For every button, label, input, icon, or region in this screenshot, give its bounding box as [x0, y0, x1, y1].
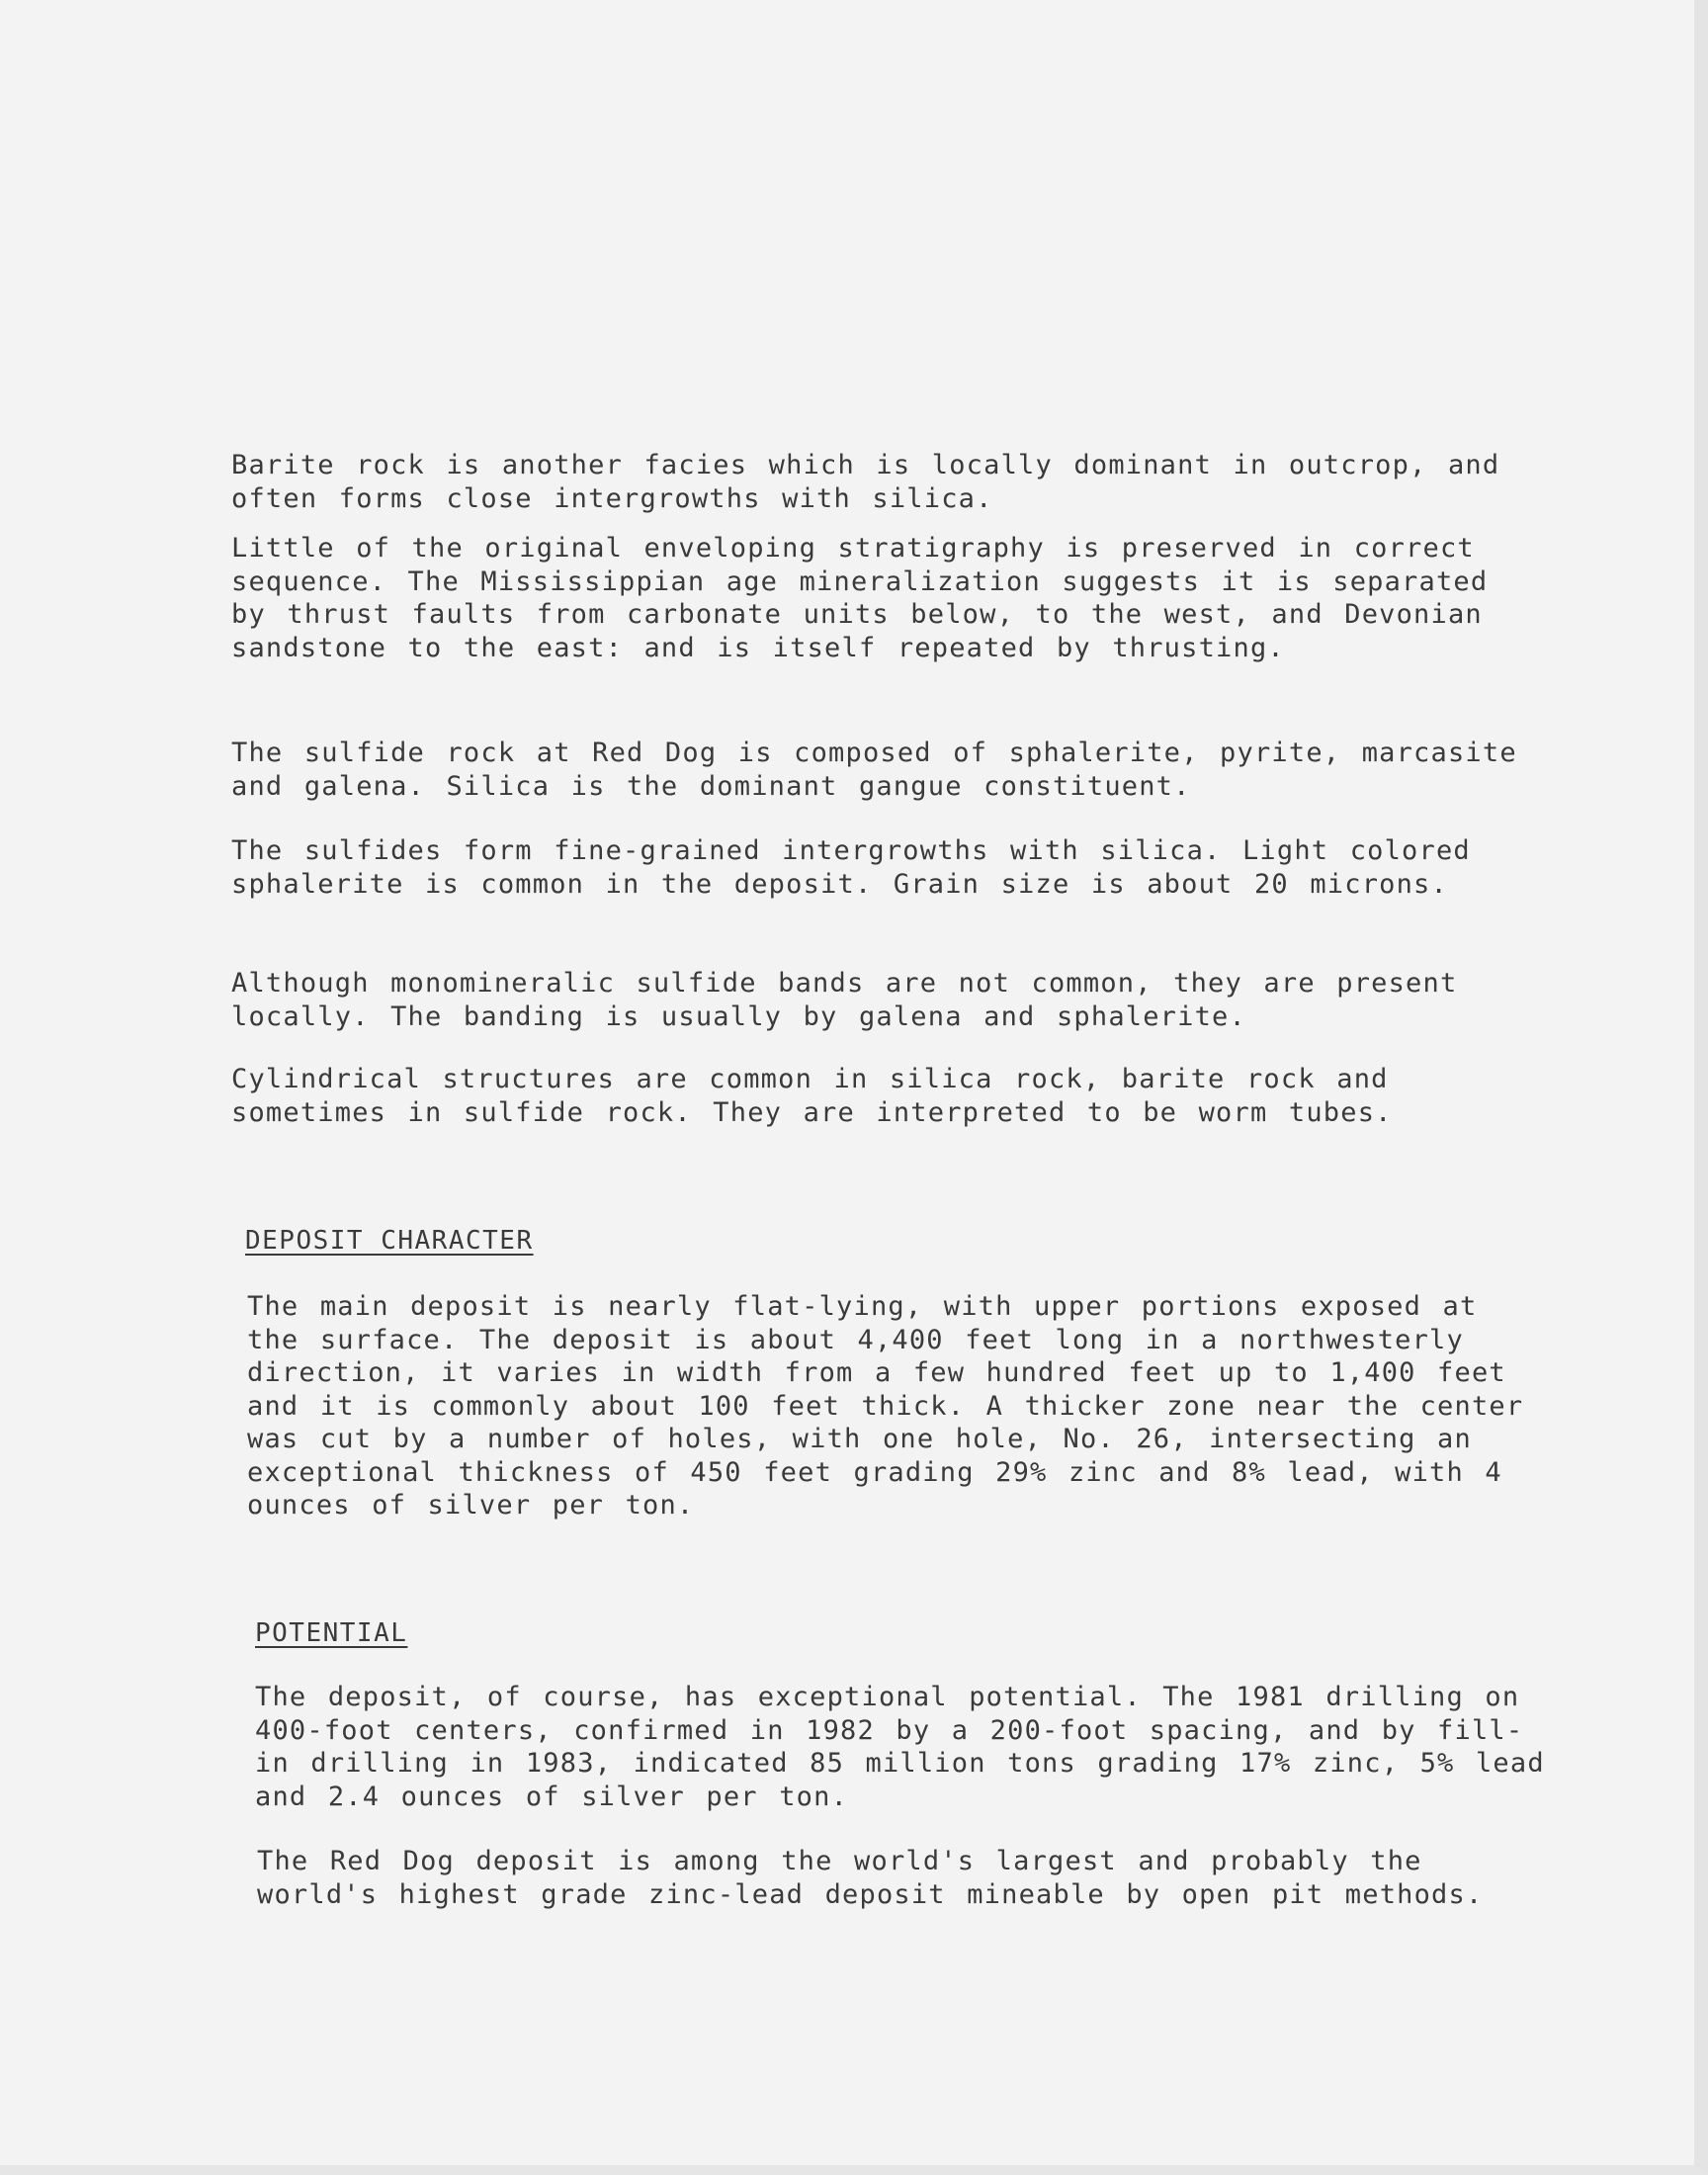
paragraph-banding: [231, 967, 1526, 1033]
paragraph-text: Little of the original enveloping stratigraphy is preserved in correct sequence. The Mississippian age mineralization suggests it is separated by thrust faults from carbonate units below, to the west, and Devonian sandstone to the east: and is itself repeated by thrusting.: [231, 533, 1489, 663]
section-heading-deposit-character: DEPOSIT CHARACTER: [245, 1226, 534, 1256]
paragraph-text: The deposit, of course, has exceptional potential. The 1981 drilling on 400-foot centers, confirmed in 1982 by a 200-foot spacing, and by fill-in drilling in 1983, indicated 85 million tons grading 17% zinc, 5% lead and 2.4 ounces of silver per ton.: [255, 1682, 1545, 1812]
paragraph-text: Cylindrical structures are common in silica rock, barite rock and sometimes in sulfide rock. They are interpreted to be worm tubes.: [231, 1064, 1393, 1128]
section-heading-potential: POTENTIAL: [255, 1618, 408, 1648]
paragraph-text: The sulfide rock at Red Dog is composed of sphalerite, pyrite, marcasite and galena. Silica is the dominant gangue constituent.: [231, 738, 1517, 802]
paragraph-sulfide-rock: [231, 737, 1526, 803]
paragraph-potential: [255, 1681, 1550, 1813]
paragraph-text: Barite rock is another facies which is locally dominant in outcrop, and often forms close intergrowths with silica.: [231, 450, 1500, 514]
paragraph-stratigraphy: [231, 532, 1526, 664]
paragraph-barite: [231, 449, 1526, 515]
paragraph-sulfides: [231, 834, 1526, 901]
paragraph-text: The main deposit is nearly flat-lying, with upper portions exposed at the surface. The deposit is about 4,400 feet long in a northwesterly direction, it varies in width from a few hundred feet up to 1,400 feet and it is commonly about 100 feet thick. A thicker zone near the center was cut by a number of holes, with one hole, No. 26, intersecting an exceptional thickness of 450 feet grading 29% zinc and 8% lead, with 4 ounces of silver per ton.: [247, 1291, 1524, 1521]
paragraph-text: Although monomineralic sulfide bands are not common, they are present locally. The banding is usually by galena and sphalerite.: [231, 968, 1458, 1032]
paragraph-cylindrical: [231, 1063, 1526, 1129]
paragraph-deposit-character: [247, 1290, 1542, 1522]
paragraph-red-dog: [257, 1845, 1552, 1911]
paragraph-text: The Red Dog deposit is among the world's largest and probably the world's highest grade zinc-lead deposit mineable by open pit methods.: [257, 1846, 1484, 1910]
paragraph-text: The sulfides form fine-grained intergrowths with silica. Light colored sphalerite is common in the deposit. Grain size is about 20 microns.: [231, 835, 1471, 900]
